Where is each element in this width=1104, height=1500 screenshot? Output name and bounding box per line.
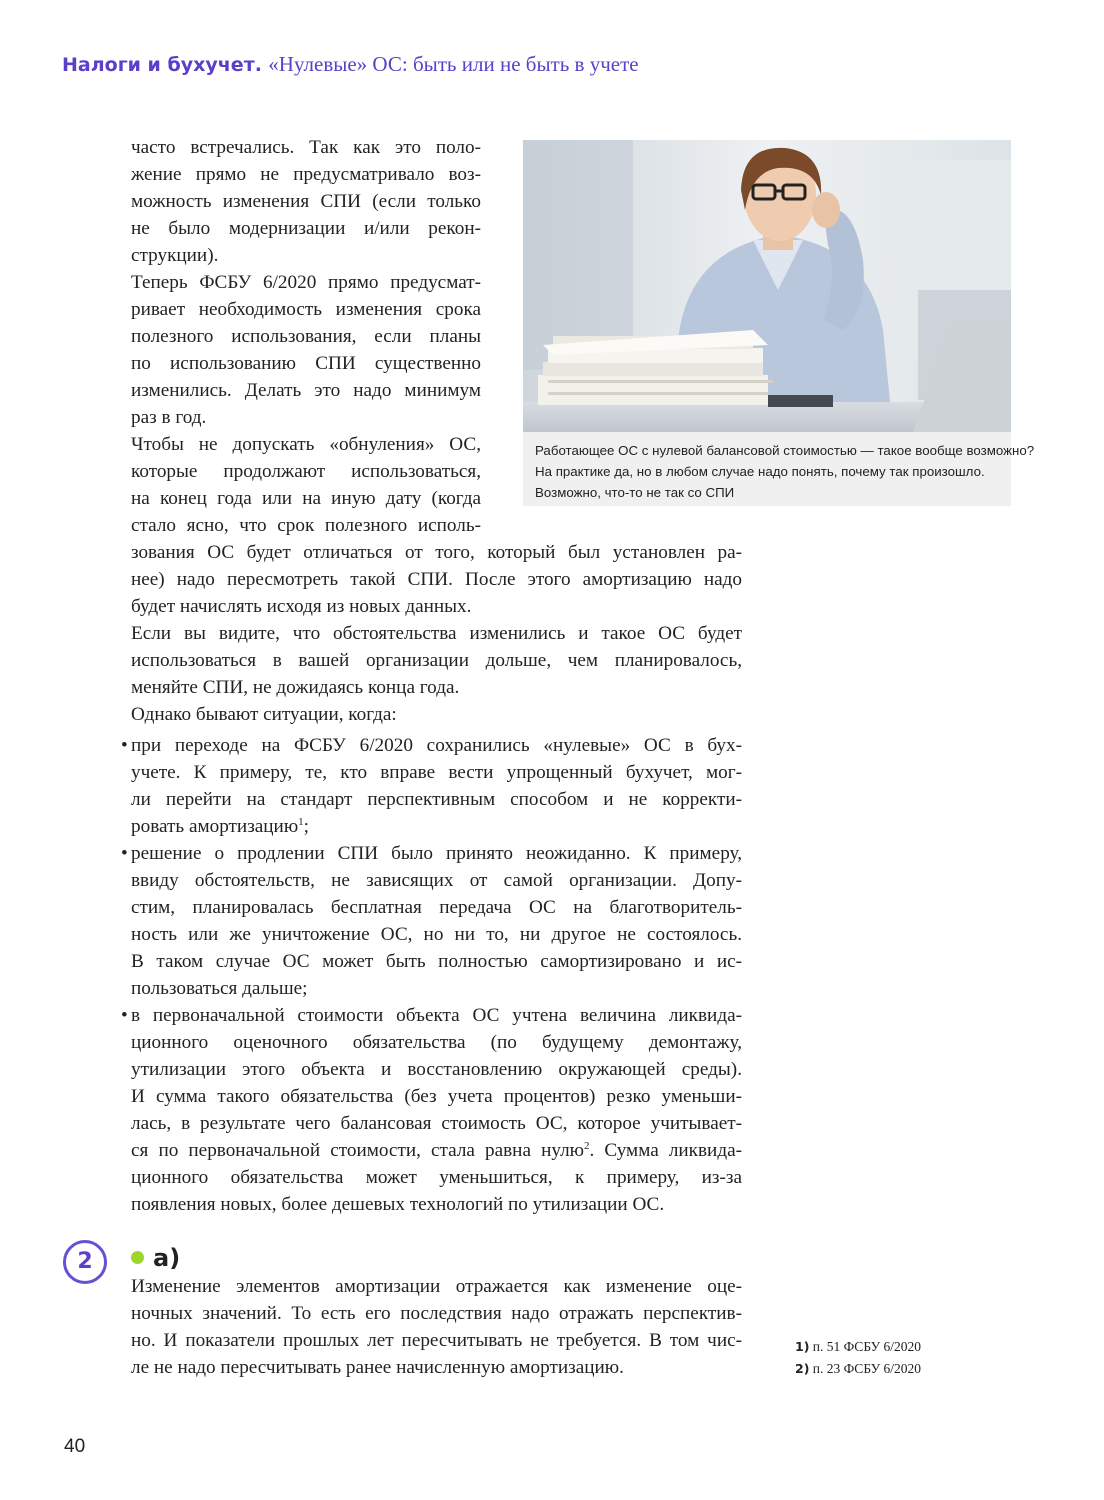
text-line: Теперь ФСБУ 6/2020 прямо предусмат- — [131, 272, 481, 293]
text-line: ли перейти на стандарт перспективным способом и не корректи- — [131, 789, 742, 810]
footnote-ref: 2 — [584, 1140, 590, 1152]
text-line: Чтобы не допускать «обнуления» ОС, — [131, 434, 481, 455]
office-woman-photo — [523, 140, 1011, 432]
text-fragment: ровать амортизацию — [131, 816, 299, 837]
caption-line: Работающее ОС с нулевой балансовой стоимостью — такое вообще возможно? — [535, 443, 1035, 458]
footnote-text: п. 51 ФСБУ 6/2020 — [809, 1339, 922, 1354]
text-line: утилизации этого объекта и восстановлению окружающей среды). — [131, 1059, 742, 1080]
text-line: Если вы видите, что обстоятельства изменились и такое ОС будет — [131, 623, 742, 644]
text-line: учете. К примеру, те, кто вправе вести упрощенный бухучет, мог- — [131, 762, 742, 783]
photo-caption — [523, 432, 1035, 506]
footnote-ref: 1 — [298, 816, 304, 828]
running-header — [62, 52, 1062, 77]
text-line: можность изменения СПИ (если только — [131, 191, 481, 212]
header-section: Налоги и бухучет. — [62, 54, 262, 76]
text-line: появления новых, более дешевых технологий по утилизации ОС. — [131, 1194, 665, 1215]
text-line: меняйте СПИ, не дожидаясь конца года. — [131, 677, 460, 698]
footnote-text: п. 23 ФСБУ 6/2020 — [809, 1361, 922, 1376]
text-line: которые продолжают использоваться, — [131, 461, 481, 482]
text-line: полезного использования, если планы — [131, 326, 481, 347]
text-line: ционного обязательства может уменьшиться, к примеру, из-за — [131, 1167, 742, 1188]
list-item — [121, 1002, 742, 1218]
body-text — [131, 539, 742, 728]
answer-letter: а) — [153, 1244, 181, 1272]
header-subtitle: «Нулевые» ОС: быть или не быть в учете — [268, 52, 639, 76]
question-number-badge: 2 — [63, 1240, 107, 1284]
text-fragment: . Сумма ликвида- — [589, 1140, 742, 1161]
answer-text — [131, 1273, 742, 1381]
text-line: не было модернизации и/или рекон- — [131, 218, 481, 239]
text-line: Изменение элементов амортизации отражается как изменение оце- — [131, 1276, 742, 1297]
text-line: в первоначальной стоимости объекта ОС учтена величина ликвида- — [131, 1005, 742, 1026]
text-line: жение прямо не предусматривало воз- — [131, 164, 481, 185]
green-dot-icon — [131, 1251, 144, 1264]
text-line: на конец года или на иную дату (когда — [131, 488, 481, 509]
text-line: ривает необходимость изменения срока — [131, 299, 481, 320]
text-line: использоваться в вашей организации дольше, чем планировалось, — [131, 650, 742, 671]
text-line: В таком случае ОС может быть полностью самортизировано и ис- — [131, 951, 742, 972]
page-number: 40 — [64, 1436, 86, 1457]
text-line: зования ОС будет отличаться от того, который был установлен ра- — [131, 542, 742, 563]
text-line — [131, 813, 742, 840]
footnote-mark: 2) — [795, 1361, 810, 1376]
text-line: но. И показатели прошлых лет пересчитывать не требуется. В том чис- — [131, 1330, 742, 1351]
text-line: лась, в результате чего балансовая стоимость ОС, которое учитывает- — [131, 1113, 742, 1134]
text-line: Однако бывают ситуации, когда: — [131, 704, 397, 725]
bullet-icon: • — [121, 843, 128, 864]
text-line: струкции). — [131, 245, 219, 266]
text-line: решение о продлении СПИ было принято неожиданно. К примеру, — [131, 843, 742, 864]
text-line: раз в год. — [131, 407, 207, 428]
intro-text — [131, 134, 481, 539]
text-line: пользоваться дальше; — [131, 978, 308, 999]
text-line: по использованию СПИ существенно — [131, 353, 481, 374]
text-line: стим, планировалась бесплатная передача ОС на благотворитель- — [131, 897, 742, 918]
caption-line: Возможно, что-то не так со СПИ — [535, 485, 735, 500]
text-line: при переходе на ФСБУ 6/2020 сохранились «нулевые» ОС в бух- — [131, 735, 742, 756]
text-line: ввиду обстоятельств, не зависящих от самой организации. Допу- — [131, 870, 742, 891]
text-line: И сумма такого обязательства (без учета процентов) резко уменьши- — [131, 1086, 742, 1107]
text-line: стало ясно, что срок полезного исполь- — [131, 515, 481, 536]
list-item — [121, 732, 742, 840]
text-line: изменились. Делать это надо минимум — [131, 380, 481, 401]
photo-illustration — [523, 140, 1011, 432]
text-line: будет начислять исходя из новых данных. — [131, 596, 472, 617]
text-line: нее) надо пересмотреть такой СПИ. После этого амортизацию надо — [131, 569, 742, 590]
text-line: ность или же уничтожение ОС, но ни то, ни другое не состоялось. — [131, 924, 742, 945]
list-item — [121, 840, 742, 1002]
text-line — [131, 1137, 742, 1164]
caption-line: На практике да, но в любом случае надо понять, почему так произошло. — [535, 464, 985, 479]
text-line: ле не надо пересчитывать ранее начисленную амортизацию. — [131, 1357, 624, 1378]
bullet-icon: • — [121, 735, 128, 756]
text-fragment: ся по первоначальной стоимости, стала равна нулю — [131, 1140, 584, 1161]
text-line: ционного оценочного обязательства (по будущему демонтажу, — [131, 1032, 742, 1053]
answer-label — [131, 1241, 180, 1275]
text-line: часто встречались. Так как это поло- — [131, 137, 481, 158]
footnote — [795, 1336, 921, 1357]
footnote-mark: 1) — [795, 1339, 810, 1354]
bullet-icon: • — [121, 1005, 128, 1026]
footnote — [795, 1358, 921, 1379]
text-fragment: ; — [303, 816, 310, 837]
text-line: ночных значений. То есть его последствия надо отражать перспектив- — [131, 1303, 742, 1324]
